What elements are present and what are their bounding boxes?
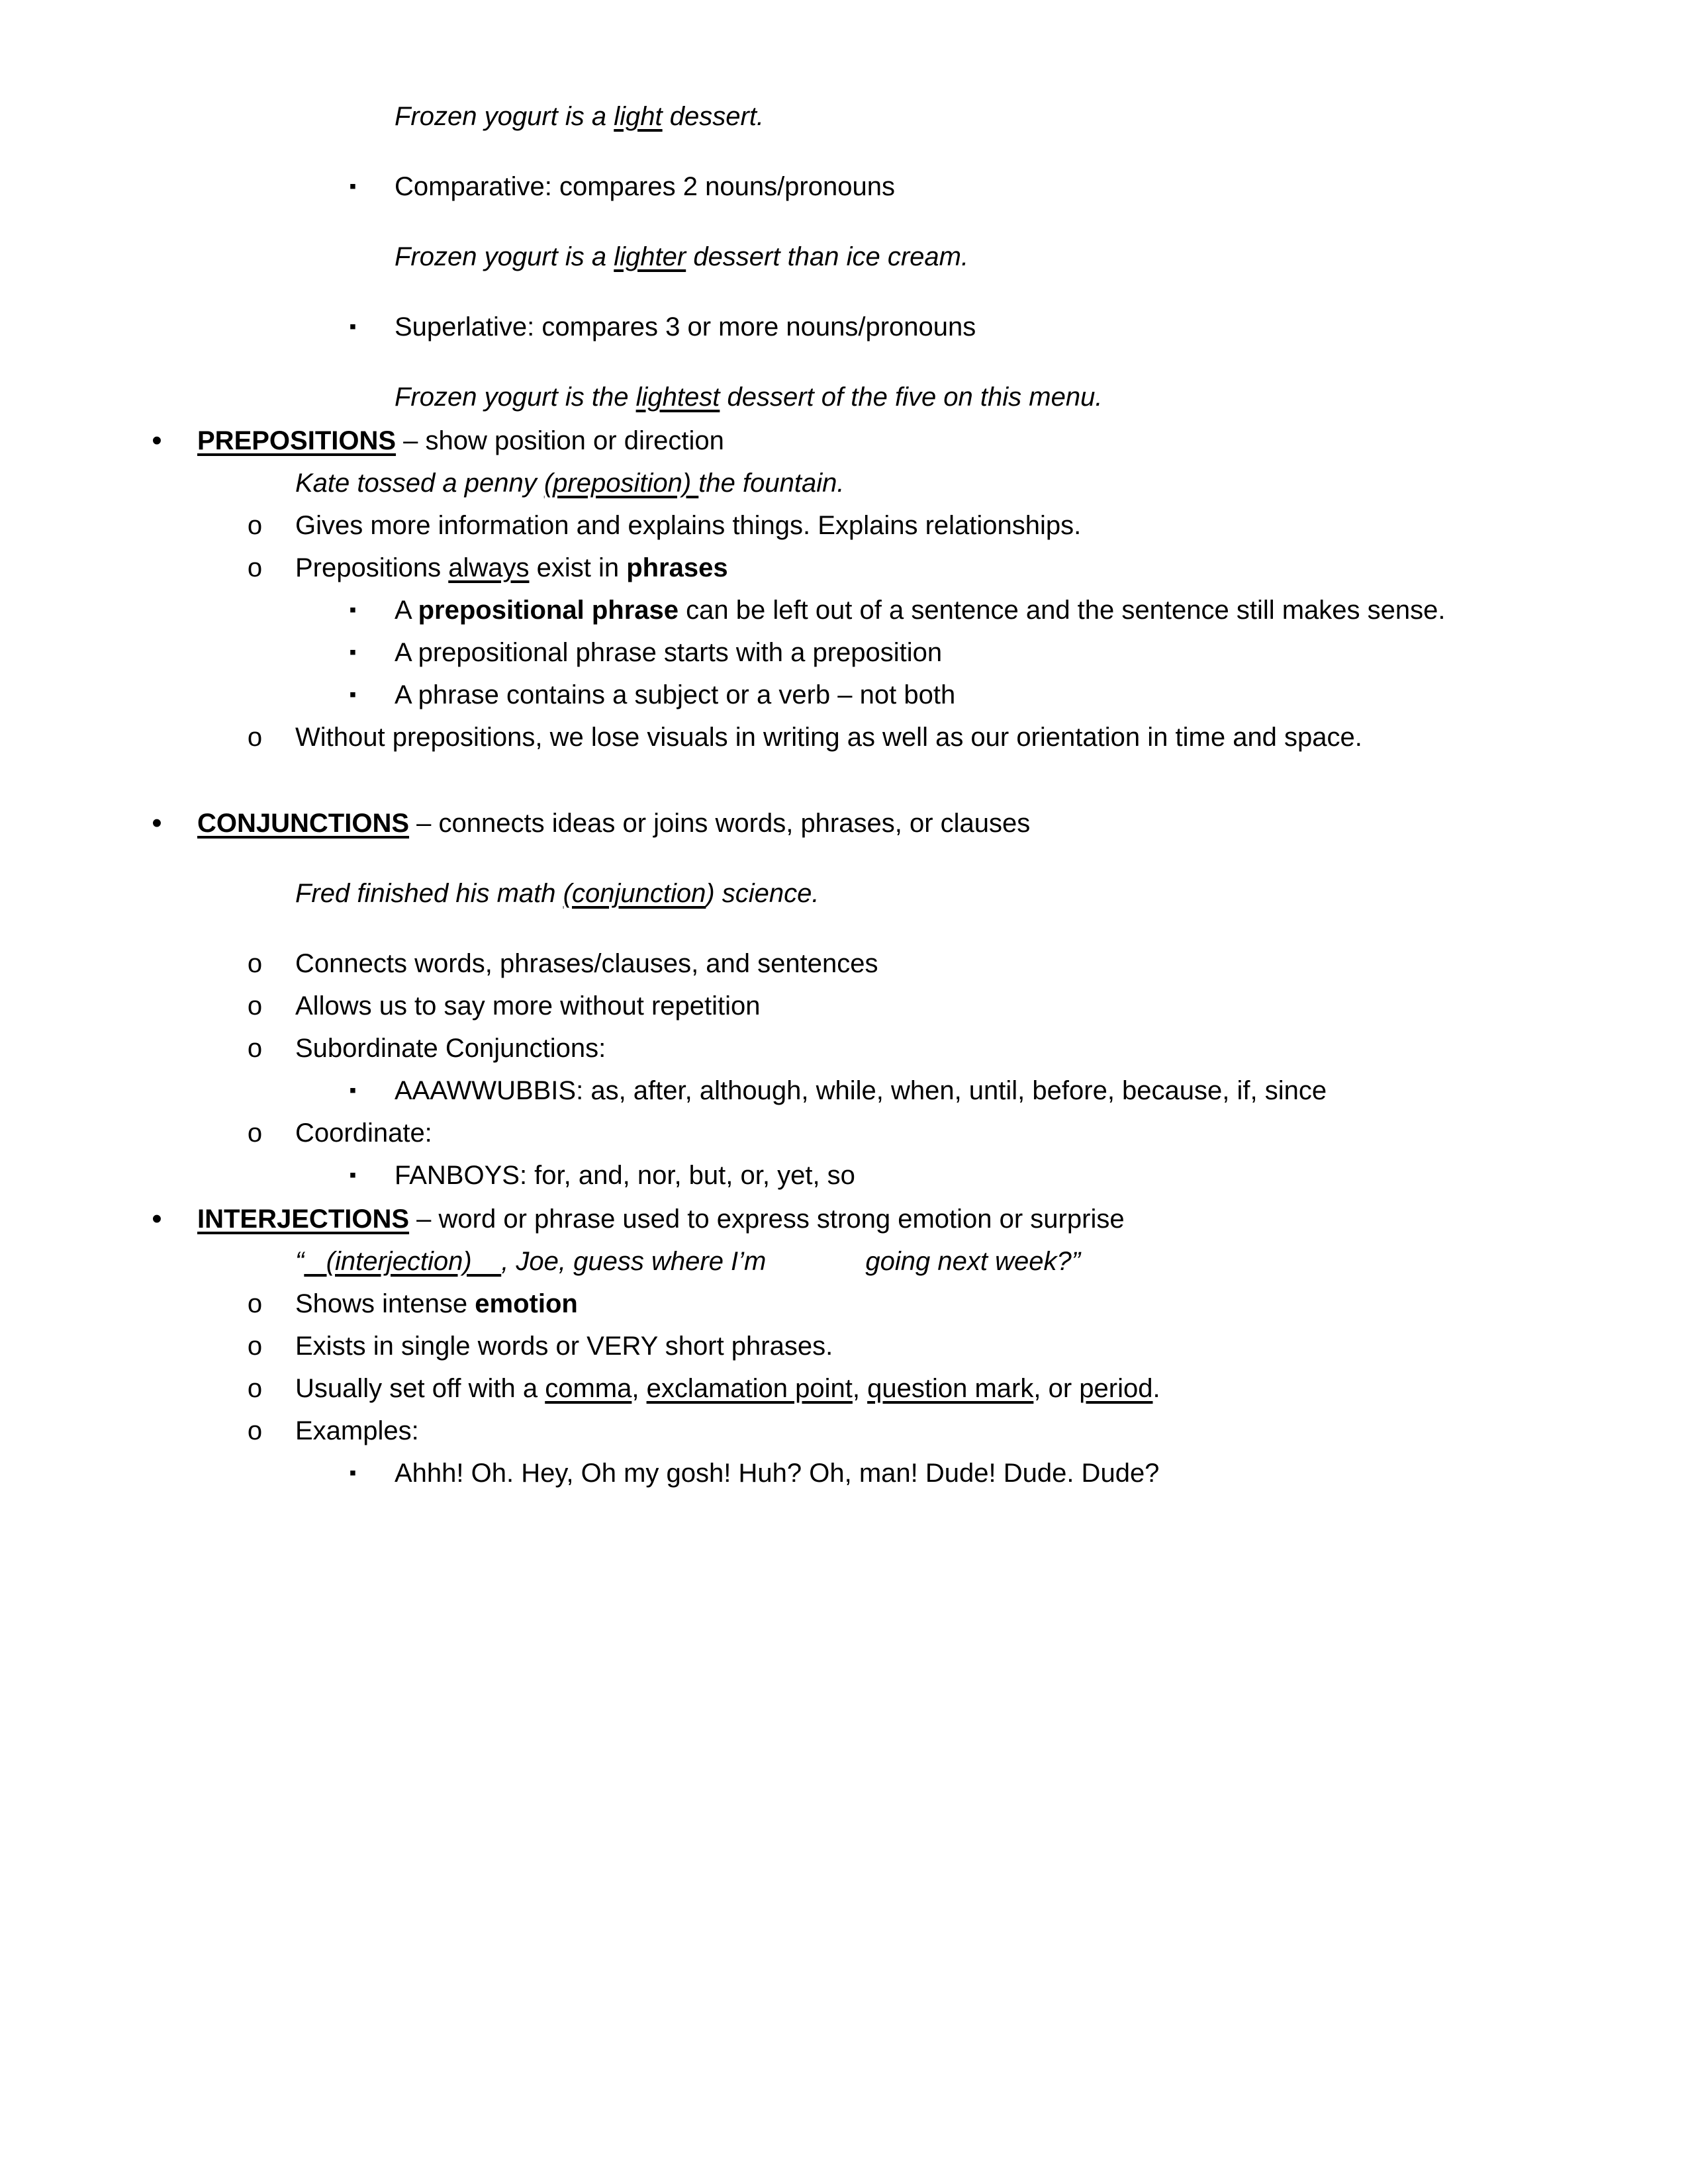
point-text: Shows intense [295, 1289, 475, 1318]
point-text: Prepositions [295, 553, 449, 582]
example-underlined-word: light [614, 102, 663, 131]
point-text: , [852, 1374, 868, 1403]
interjections-point [295, 1287, 578, 1321]
point-underlined: always [448, 553, 530, 582]
example-text: dessert than ice cream. [686, 242, 969, 271]
circle-bullet: o [247, 1118, 263, 1148]
example-text: , Joe, guess where I’m [501, 1247, 767, 1276]
example-text: Frozen yogurt is a [395, 242, 614, 271]
disc-bullet: • [152, 1203, 162, 1235]
prepositions-example [295, 466, 844, 500]
circle-bullet: o [247, 1374, 263, 1403]
point-text: can be left out of a sentence and the sentence still makes sense. [679, 596, 1446, 625]
point-underlined: exclamation point [646, 1374, 853, 1403]
square-bullet: ▪ [349, 1462, 357, 1484]
comparative-label: Comparative: compares 2 nouns/pronouns [395, 172, 895, 201]
section-definition: – connects ideas or joins words, phrases, or clauses [409, 809, 1031, 838]
positive-example [395, 99, 764, 134]
disc-bullet: • [152, 807, 162, 839]
square-bullet: ▪ [349, 1164, 357, 1186]
interjections-point [295, 1371, 1160, 1406]
example-text: going next week?” [865, 1247, 1081, 1276]
circle-bullet: o [247, 1332, 263, 1361]
prepositions-subpoint: A phrase contains a subject or a verb – not both [395, 680, 956, 709]
circle-bullet: o [247, 553, 263, 582]
example-text: the fountain. [698, 469, 845, 498]
conjunctions-subpoint: AAAWWUBBIS: as, after, although, while, when, until, before, because, if, since [395, 1076, 1327, 1105]
circle-bullet: o [247, 723, 263, 752]
section-heading: CONJUNCTIONS [197, 809, 410, 838]
prepositions-subpoint [395, 593, 1446, 627]
square-bullet: ▪ [349, 1079, 357, 1101]
square-bullet: ▪ [349, 175, 357, 197]
point-text: , [632, 1374, 647, 1403]
conjunctions-subpoint: FANBOYS: for, and, nor, but, or, yet, so [395, 1161, 855, 1190]
example-text: ) science. [706, 879, 820, 908]
superlative-example [395, 380, 1102, 414]
example-text: dessert of the five on this menu. [720, 383, 1103, 412]
point-underlined: question mark [867, 1374, 1034, 1403]
circle-bullet: o [247, 949, 263, 978]
example-text: Frozen yogurt is a [395, 102, 614, 131]
point-bold: prepositional phrase [418, 596, 679, 625]
point-bold: emotion [475, 1289, 578, 1318]
interjections-point: Examples: [295, 1416, 419, 1445]
example-text: Frozen yogurt is the [395, 383, 636, 412]
prepositions-point: Without prepositions, we lose visuals in writing as well as our orientation in time and space. [295, 723, 1362, 752]
interjections-point: Exists in single words or VERY short phrases. [295, 1332, 833, 1361]
square-bullet: ▪ [349, 316, 357, 338]
point-text: . [1152, 1374, 1160, 1403]
example-underlined-word: lighter [614, 242, 686, 271]
example-text: “ [295, 1247, 305, 1276]
example-text: Kate tossed a penny [295, 469, 544, 498]
circle-bullet: o [247, 511, 263, 540]
circle-bullet: o [247, 1416, 263, 1445]
conjunctions-example [295, 876, 820, 911]
interjections-example [295, 1244, 1080, 1279]
point-bold: phrases [626, 553, 728, 582]
conjunctions-point: Subordinate Conjunctions: [295, 1034, 606, 1063]
point-text: , or [1033, 1374, 1080, 1403]
circle-bullet: o [247, 991, 263, 1021]
comparative-example [395, 240, 968, 274]
circle-bullet: o [247, 1289, 263, 1318]
example-text: Fred finished his math [295, 879, 563, 908]
prepositions-point: Gives more information and explains things. Explains relationships. [295, 511, 1082, 540]
conjunctions-point: Connects words, phrases/clauses, and sentences [295, 949, 878, 978]
example-blank: (preposition) [543, 469, 699, 498]
point-text: exist in [529, 553, 627, 582]
interjections-subpoint: Ahhh! Oh. Hey, Oh my gosh! Huh? Oh, man! Dude! Dude. Dude? [395, 1459, 1160, 1488]
point-underlined: comma [545, 1374, 632, 1403]
circle-bullet: o [247, 1034, 263, 1063]
section-definition: – word or phrase used to express strong emotion or surprise [409, 1205, 1125, 1234]
example-text: dessert. [662, 102, 765, 131]
conjunctions-point: Allows us to say more without repetition [295, 991, 761, 1021]
example-underlined-word: lightest [635, 383, 720, 412]
prepositions-subpoint: A prepositional phrase starts with a preposition [395, 638, 943, 667]
prepositions-heading-line [197, 424, 724, 458]
prepositions-point [295, 551, 728, 585]
point-underlined: period [1079, 1374, 1153, 1403]
conjunctions-heading-line [197, 806, 1030, 841]
disc-bullet: • [152, 424, 162, 457]
superlative-label: Superlative: compares 3 or more nouns/pronouns [395, 312, 976, 341]
section-heading: PREPOSITIONS [197, 426, 397, 455]
square-bullet: ▪ [349, 599, 357, 621]
conjunctions-point: Coordinate: [295, 1118, 432, 1148]
square-bullet: ▪ [349, 641, 357, 663]
section-definition: – show position or direction [396, 426, 724, 455]
square-bullet: ▪ [349, 684, 357, 705]
point-text: A [395, 596, 418, 625]
example-blank: (interjection) [304, 1247, 502, 1276]
interjections-heading-line [197, 1202, 1125, 1236]
example-blank: (conjunction [563, 879, 706, 908]
section-heading: INTERJECTIONS [197, 1205, 410, 1234]
point-text: Usually set off with a [295, 1374, 545, 1403]
